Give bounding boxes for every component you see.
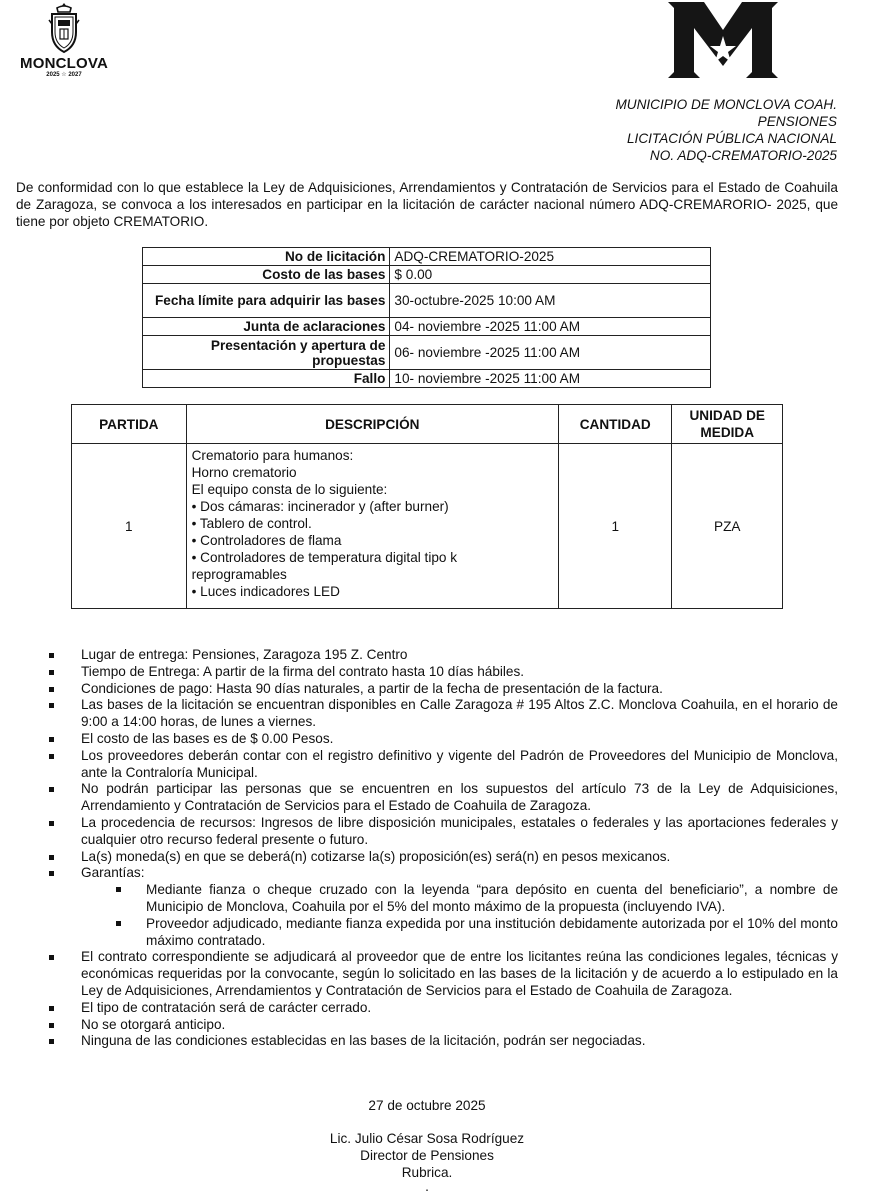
bullet-square-icon <box>49 670 54 675</box>
bullet-square-icon <box>49 821 54 826</box>
list-item-text: Tiempo de Entrega: A partir de la firma del contrato hasta 10 días hábiles. <box>81 663 525 679</box>
bullet-square-icon <box>49 687 54 692</box>
table-row <box>72 444 783 609</box>
bullet-square-icon <box>116 921 121 926</box>
signature-block <box>280 1130 574 1193</box>
info-value: ADQ-CREMATORIO-2025 <box>390 248 711 266</box>
info-value: 06- noviembre -2025 11:00 AM <box>390 336 711 370</box>
info-value: 10- noviembre -2025 11:00 AM <box>390 370 711 388</box>
list-item <box>48 664 838 681</box>
list-item-text: El contrato correspondiente se adjudicará al proveedor que de entre los licitantes reúna las condiciones legales, técnicas y económicas requeridas por la convocante, según lo solicitado en las bases de la licitación y de acuerdo a lo estipulado en la Ley de Adquisiciones, Arrendamientos y Contratación de Servicios para el Estado de Coahuila de Zaragoza. <box>81 949 838 998</box>
table-row <box>143 370 711 388</box>
desc-line: • Luces indicadores LED <box>191 584 340 599</box>
desc-line: Horno crematorio <box>191 465 297 480</box>
monclova-logo <box>12 2 116 84</box>
list-item-text: Las bases de la licitación se encuentran disponibles en Calle Zaragoza # 195 Altos Z.C. Monclova Coahuila, en el horario de 9:00 a 14:00 horas, de lunes a viernes. <box>81 697 838 730</box>
bullet-square-icon <box>49 653 54 658</box>
document-header <box>615 96 837 164</box>
list-item-text: Mediante fianza o cheque cruzado con la leyenda “para depósito en cuenta del beneficiario”, a nombre de Municipio de Monclova, Coahuila por el 5% del monto máximo de la propuesta (incluyendo IVA). <box>146 882 838 914</box>
header-pensiones: PENSIONES <box>757 114 837 129</box>
list-item <box>48 697 838 731</box>
list-item-text: Los proveedores deberán contar con el registro definitivo y vigente del Padrón de Proveedores del Municipio de Monclova, ante la Contraloría Municipal. <box>81 747 838 780</box>
header-municipio: MUNICIPIO DE MONCLOVA COAH. <box>615 97 837 112</box>
table-row <box>143 318 711 336</box>
bullet-square-icon <box>49 703 54 708</box>
coat-of-arms-icon <box>47 2 81 54</box>
header-cantidad: CANTIDAD <box>558 405 672 444</box>
desc-line: Crematorio para humanos: <box>191 448 354 463</box>
desc-line: El equipo consta de lo siguiente: <box>191 482 388 497</box>
list-item-text: El tipo de contratación será de carácter cerrado. <box>81 999 372 1015</box>
info-value: 04- noviembre -2025 11:00 AM <box>390 318 711 336</box>
list-item <box>48 815 838 849</box>
header-unidad: UNIDAD DE MEDIDA <box>672 405 783 444</box>
list-item <box>48 849 838 866</box>
m-star-logo-icon <box>664 0 782 80</box>
signer-title: Director de Pensiones <box>360 1148 494 1163</box>
table-row <box>143 336 711 370</box>
list-item <box>48 865 838 882</box>
list-item-text: Garantías: <box>81 865 145 881</box>
list-item <box>48 1017 838 1034</box>
bullet-square-icon <box>49 1039 54 1044</box>
info-label: No de licitación <box>143 248 390 266</box>
list-item <box>48 731 838 748</box>
info-label: Fallo <box>143 370 390 388</box>
header-numero: NO. ADQ-CREMATORIO-2025 <box>649 148 837 163</box>
conditions-list <box>48 647 838 1050</box>
pensiones-m-logo <box>664 0 782 80</box>
info-value: 30-octubre-2025 10:00 AM <box>390 284 711 318</box>
desc-line: • Controladores de flama <box>191 533 342 548</box>
logo-name: MONCLOVA <box>20 55 108 72</box>
signature-dot: . <box>425 1179 429 1194</box>
intro-paragraph: De conformidad con lo que establece la Ley de Adquisiciones, Arrendamientos y Contratación de Servicios para el Estado de Coahuila de Zaragoza, se convoca a los interesados en participar en la licitación de carácter nacional número ADQ-CREMARORIO- 2025, que tiene por objeto CREMATORIO. <box>16 180 838 229</box>
bullet-square-icon <box>49 1006 54 1011</box>
info-value: $ 0.00 <box>390 266 711 284</box>
list-item-text: No se otorgará anticipo. <box>81 1016 226 1032</box>
logo-years: 2025 ☆ 2027 <box>46 72 82 78</box>
info-label: Costo de las bases <box>143 266 390 284</box>
bullet-square-icon <box>49 787 54 792</box>
list-item <box>48 1000 838 1017</box>
info-label: Presentación y apertura de propuestas <box>143 336 390 370</box>
bullet-square-icon <box>49 871 54 876</box>
info-label: Junta de aclaraciones <box>143 318 390 336</box>
list-item-text: La(s) moneda(s) en que se deberá(n) cotizarse la(s) proposición(es) será(n) en pesos mexicanos. <box>81 848 671 864</box>
list-item <box>48 681 838 698</box>
list-item-text: No podrán participar las personas que se encuentren en los supuestos del artículo 73 de la Ley de Adquisiciones, Arrendamiento y Contratación de Servicios para el Estado de Coahuila de Zaragoza. <box>81 781 838 814</box>
list-item <box>48 748 838 782</box>
bullet-square-icon <box>49 1023 54 1028</box>
sub-list-item <box>48 916 838 950</box>
cell-unidad: PZA <box>672 444 783 609</box>
tender-info-table <box>142 247 711 388</box>
sub-list-item <box>48 882 838 916</box>
bullet-square-icon <box>49 955 54 960</box>
table-row <box>143 248 711 266</box>
list-item-text: Lugar de entrega: Pensiones, Zaragoza 195 Z. Centro <box>81 647 408 662</box>
info-label: Fecha límite para adquirir las bases <box>143 284 390 318</box>
header-descripcion: DESCRIPCIÓN <box>186 405 558 444</box>
list-item-text: Ninguna de las condiciones establecidas en las bases de la licitación, podrán ser negociadas. <box>81 1033 646 1049</box>
cell-descripcion <box>186 444 558 609</box>
signer-name: Lic. Julio César Sosa Rodríguez <box>329 1131 525 1146</box>
table-row <box>143 284 711 318</box>
list-item-text: Condiciones de pago: Hasta 90 días naturales, a partir de la fecha de presentación de la factura. <box>81 680 663 696</box>
bullet-square-icon <box>49 754 54 759</box>
desc-line: • Tablero de control. <box>191 516 312 531</box>
list-item-text: Proveedor adjudicado, mediante fianza expedida por una institución debidamente autorizada por el 10% del monto máximo contratado. <box>146 915 838 948</box>
signature-note: Rubrica. <box>401 1165 453 1180</box>
table-row <box>143 266 711 284</box>
list-item <box>48 1033 838 1050</box>
cell-cantidad: 1 <box>558 444 672 609</box>
items-table <box>71 404 783 609</box>
desc-line: • Controladores de temperatura digital tipo k reprogramables <box>191 550 458 582</box>
table-header-row <box>72 405 783 444</box>
desc-line: • Dos cámaras: incinerador y (after burner) <box>191 499 449 514</box>
bullet-square-icon <box>116 887 121 892</box>
signature-date: 27 de octubre 2025 <box>368 1098 486 1113</box>
bullet-square-icon <box>49 737 54 742</box>
header-licitacion: LICITACIÓN PÚBLICA NACIONAL <box>627 131 837 146</box>
list-item-text: El costo de las bases es de $ 0.00 Pesos. <box>81 730 334 746</box>
cell-partida: 1 <box>72 444 187 609</box>
list-item <box>48 949 838 999</box>
list-item <box>48 647 838 664</box>
header-partida: PARTIDA <box>72 405 187 444</box>
list-item-text: La procedencia de recursos: Ingresos de libre disposición municipales, estatales o federales y las aportaciones federales y cualquier otro recurso federal presente o futuro. <box>81 814 838 847</box>
list-item <box>48 781 838 815</box>
bullet-square-icon <box>49 855 54 860</box>
